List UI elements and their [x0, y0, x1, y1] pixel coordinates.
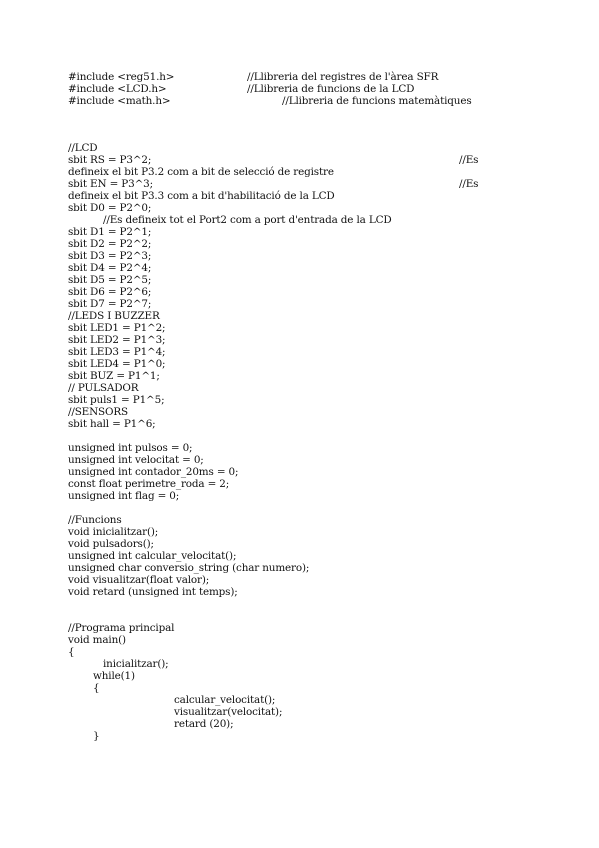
- code-line: void retard (unsigned int temps);: [68, 586, 238, 598]
- code-line: sbit LED2 = P1^3;: [68, 334, 166, 346]
- code-line: sbit RS = P3^2;: [68, 154, 152, 166]
- code-line: calcular_velocitat();: [174, 694, 276, 706]
- code-line: }: [93, 730, 100, 742]
- code-line: sbit puls1 = P1^5;: [68, 394, 165, 406]
- code-line: const float perimetre_roda = 2;: [68, 478, 230, 490]
- code-line: sbit D5 = P2^5;: [68, 274, 152, 286]
- code-line: sbit LED4 = P1^0;: [68, 358, 166, 370]
- code-line: {: [68, 646, 75, 658]
- code-line: retard (20);: [174, 718, 234, 730]
- code-line: sbit D2 = P2^2;: [68, 238, 152, 250]
- code-comment: //Funcions: [68, 514, 122, 526]
- code-line: while(1): [93, 670, 135, 682]
- code-line: sbit D3 = P2^3;: [68, 250, 152, 262]
- code-comment: //SENSORS: [68, 406, 129, 418]
- code-comment: // PULSADOR: [68, 382, 139, 394]
- code-line: unsigned char conversio_string (char numero);: [68, 562, 310, 574]
- code-line: sbit D6 = P2^6;: [68, 286, 152, 298]
- code-line: unsigned int pulsos = 0;: [68, 442, 193, 454]
- code-line: sbit D0 = P2^0;: [68, 202, 152, 214]
- code-line: sbit D7 = P2^7;: [68, 298, 152, 310]
- code-line: void main(): [68, 634, 126, 646]
- code-line: #include <math.h>: [68, 95, 171, 107]
- code-line: unsigned int velocitat = 0;: [68, 454, 204, 466]
- code-line: sbit D4 = P2^4;: [68, 262, 152, 274]
- code-line: sbit D1 = P2^1;: [68, 226, 152, 238]
- code-comment: //Llibreria de funcions de la LCD: [247, 83, 415, 95]
- code-line: sbit LED3 = P1^4;: [68, 346, 166, 358]
- code-line: #include <reg51.h>: [68, 71, 175, 83]
- code-comment: //Es: [459, 154, 479, 166]
- code-line: sbit EN = P3^3;: [68, 178, 153, 190]
- code-line: void inicialitzar();: [68, 526, 159, 538]
- code-comment: //Es defineix tot el Port2 com a port d'entrada de la LCD: [103, 214, 392, 226]
- code-line: void visualitzar(float valor);: [68, 574, 210, 586]
- code-line: defineix el bit P3.2 com a bit de selecció de registre: [68, 166, 334, 178]
- code-line: sbit BUZ = P1^1;: [68, 370, 160, 382]
- code-comment: //Llibreria de funcions matemàtiques: [282, 95, 472, 107]
- code-comment: //LEDS I BUZZER: [68, 310, 160, 322]
- code-comment: //Llibreria del registres de l'àrea SFR: [247, 71, 439, 83]
- code-line: sbit LED1 = P1^2;: [68, 322, 166, 334]
- code-line: unsigned int flag = 0;: [68, 490, 180, 502]
- code-comment: //Programa principal: [68, 622, 175, 634]
- code-comment: //Es: [459, 178, 479, 190]
- code-line: inicialitzar();: [103, 658, 169, 670]
- code-line: visualitzar(velocitat);: [174, 706, 283, 718]
- code-line: defineix el bit P3.3 com a bit d'habilitació de la LCD: [68, 190, 335, 202]
- code-line: void pulsadors();: [68, 538, 154, 550]
- code-line: {: [93, 682, 100, 694]
- code-line: #include <LCD.h>: [68, 83, 167, 95]
- code-line: unsigned int calcular_velocitat();: [68, 550, 237, 562]
- code-line: sbit hall = P1^6;: [68, 418, 156, 430]
- code-line: unsigned int contador_20ms = 0;: [68, 466, 239, 478]
- code-comment: //LCD: [68, 142, 98, 154]
